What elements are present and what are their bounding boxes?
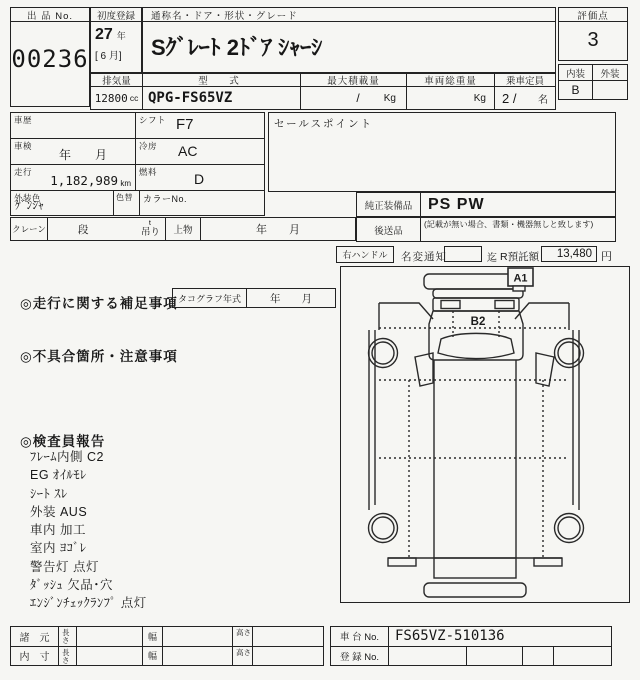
model-code: QPG-FS65VZ <box>148 90 233 106</box>
payload-value: / <box>356 91 360 105</box>
inspection-label: 車検 <box>14 141 33 151</box>
spec-height-value <box>253 627 323 646</box>
report-item: ﾀﾞｯｼｭ 欠品･穴 <box>30 578 113 593</box>
sales-point-label: セールスポイント <box>274 118 374 130</box>
rear-step-left <box>388 558 416 566</box>
body-label: 上物 <box>166 218 201 240</box>
later-items-label: 後送品 <box>357 218 421 241</box>
payload-label: 最大積載量 <box>301 74 406 87</box>
capacity-unit: 名 <box>538 94 548 106</box>
height-label-2: 高さ <box>233 647 253 666</box>
report-item: ﾌﾚｰﾑ内側 C2 <box>30 450 104 464</box>
chassis-no-value: FS65VZ-510136 <box>395 628 505 645</box>
report-item: 室内 ﾖｺﾞﾚ <box>30 541 87 556</box>
mirror-right <box>536 353 554 386</box>
crane-lift-label: 吊り <box>140 227 160 238</box>
capacity-label: 乗車定員 <box>495 74 555 87</box>
tachograph-value: 年 月 <box>270 292 312 305</box>
name-change-field <box>444 246 482 262</box>
score-label: 評価点 <box>559 8 627 22</box>
first-registration-box <box>90 7 142 73</box>
shift-value: F7 <box>176 116 194 133</box>
fender-right <box>515 303 569 319</box>
front-bumper <box>424 274 521 289</box>
report-item: 外装 AUS <box>30 504 88 519</box>
deposit-value: 13,480 <box>541 246 597 262</box>
wheel-rear-left <box>369 514 398 543</box>
inner-row-label: 内 寸 <box>11 647 59 666</box>
front-lamp-left <box>441 301 460 309</box>
right-handle-badge: 右ハンドル <box>336 246 394 263</box>
crane-row <box>10 217 356 241</box>
mileage-value: 1,182,989 <box>50 173 118 188</box>
shift-label: シフト <box>139 115 167 125</box>
crane-stage-label: 段 <box>78 224 89 236</box>
oem-equipment-value: PS PW <box>428 195 485 213</box>
spec-length-value <box>77 627 143 646</box>
chassis-no-label: 車 台 No. <box>331 627 389 646</box>
exterior-grade <box>593 81 627 99</box>
interior-grade: B <box>559 81 593 99</box>
grade-box <box>558 64 628 100</box>
history-label: 車歴 <box>14 115 33 125</box>
wheel-front-left <box>369 339 398 368</box>
width-label: 幅 <box>143 627 163 646</box>
inspector-report-list <box>30 448 147 613</box>
rear-step-right <box>534 558 562 566</box>
registration-no-label: 登 録 No. <box>331 647 389 666</box>
spec-band <box>90 73 556 110</box>
marker-b2: B2 <box>470 316 486 328</box>
width-label-2: 幅 <box>143 647 163 666</box>
model-label: 型 式 <box>143 74 300 87</box>
height-label: 高さ <box>233 627 253 646</box>
spec-row-label: 諸 元 <box>11 627 59 646</box>
interior-label: 内装 <box>559 65 593 80</box>
inner-width-value <box>163 647 233 666</box>
registration-cell-4 <box>554 647 611 666</box>
length-label-2: 長さ <box>59 647 77 666</box>
displacement-label: 排気量 <box>91 74 142 87</box>
registration-cell-3 <box>523 647 554 666</box>
tachograph-box <box>172 288 336 308</box>
gross-weight-label: 車両総重量 <box>407 74 494 87</box>
later-items-row <box>356 217 616 242</box>
lot-label: 出 品 No. <box>11 8 89 22</box>
first-registration-month: [ 6 月] <box>95 51 122 62</box>
crane-ton-label: t <box>148 218 151 227</box>
later-items-note: (記載が無い場合、書類・機器無しと致します) <box>424 220 594 229</box>
vehicle-diagram <box>341 267 628 601</box>
fender-left <box>379 303 433 319</box>
rear-bumper <box>424 583 526 597</box>
paint-color-label: 外装色 <box>14 193 42 203</box>
first-registration-label: 初度登録 <box>91 8 141 22</box>
oem-equipment-label: 純正装備品 <box>357 193 421 216</box>
oem-equipment-row <box>356 192 616 217</box>
color-no-label: カラーNo. <box>143 194 188 204</box>
report-item: ｴﾝｼﾞﾝﾁｪｯｸﾗﾝﾌﾟ 点灯 <box>30 596 147 611</box>
crane-label: クレーン <box>11 218 48 240</box>
repaint-label: 色替 <box>116 193 133 202</box>
sales-point-box <box>268 112 616 192</box>
mileage-unit: km <box>120 179 131 188</box>
lot-number: 00236 <box>11 45 89 73</box>
fuel-label: 燃料 <box>139 167 158 177</box>
name-change-label: 名変通知 <box>401 251 447 263</box>
inspector-report-heading: ◎検査員報告 <box>20 434 106 449</box>
report-item: 警告灯 点灯 <box>30 559 99 574</box>
registration-cell-1 <box>389 647 467 666</box>
windshield <box>438 333 514 358</box>
first-registration-year: 27 <box>95 26 113 43</box>
chassis-table <box>330 626 612 666</box>
mileage-label: 走行 <box>14 167 33 177</box>
rear-frame <box>434 558 516 578</box>
made-label: 迄 <box>487 253 497 264</box>
length-label: 長さ <box>59 627 77 646</box>
score-box <box>558 7 628 61</box>
defects-heading: ◎不具合箇所・注意事項 <box>20 349 178 364</box>
score-value: 3 <box>587 28 599 51</box>
fuel-value: D <box>194 171 205 187</box>
report-item: EG ｵｲﾙﾓﾚ <box>30 468 87 483</box>
marker-a1: A1 <box>513 272 528 285</box>
inspection-value: 年 月 <box>59 148 108 162</box>
cab-front-edge <box>433 289 523 298</box>
cooling-label: 冷房 <box>139 141 158 151</box>
gross-weight-unit: Kg <box>473 92 486 104</box>
displacement-value: 12800 <box>94 91 128 105</box>
spec-width-value <box>163 627 233 646</box>
vehicle-name: Sｸﾞﾚｰﾄ 2ﾄﾞｱ ｼｬｰｼ <box>151 34 323 60</box>
yen-label: 円 <box>601 251 612 263</box>
deposit-label: R預託額 <box>500 251 540 263</box>
mileage-note-heading: ◎走行に関する補足事項 <box>20 296 178 311</box>
front-lamp-right <box>495 301 514 309</box>
vehicle-name-box <box>142 7 556 73</box>
capacity-value: 2 / <box>502 90 517 106</box>
body-year-value: 年 月 <box>256 224 300 236</box>
year-unit: 年 <box>116 31 126 41</box>
inner-length-value <box>77 647 143 666</box>
detail-table <box>10 112 265 216</box>
dimensions-table <box>10 626 324 666</box>
lot-number-box <box>10 7 90 107</box>
exterior-label: 外装 <box>600 68 620 80</box>
cooling-value: AC <box>178 143 198 159</box>
displacement-unit: cc <box>129 93 139 103</box>
diagram-box <box>340 266 630 603</box>
wheel-rear-right <box>555 514 584 543</box>
vehicle-name-label: 通称名・ドア・形状・グレード <box>143 8 555 22</box>
report-item: 車内 加工 <box>30 523 86 538</box>
inner-height-value <box>253 647 323 666</box>
paint-color-value: ｹﾞﾝｼｬ <box>15 200 44 212</box>
tachograph-label: タコグラフ年式 <box>173 289 247 307</box>
report-item: ｼｰﾄ ｽﾚ <box>30 486 68 501</box>
payload-unit: Kg <box>383 92 396 104</box>
registration-cell-2 <box>467 647 523 666</box>
